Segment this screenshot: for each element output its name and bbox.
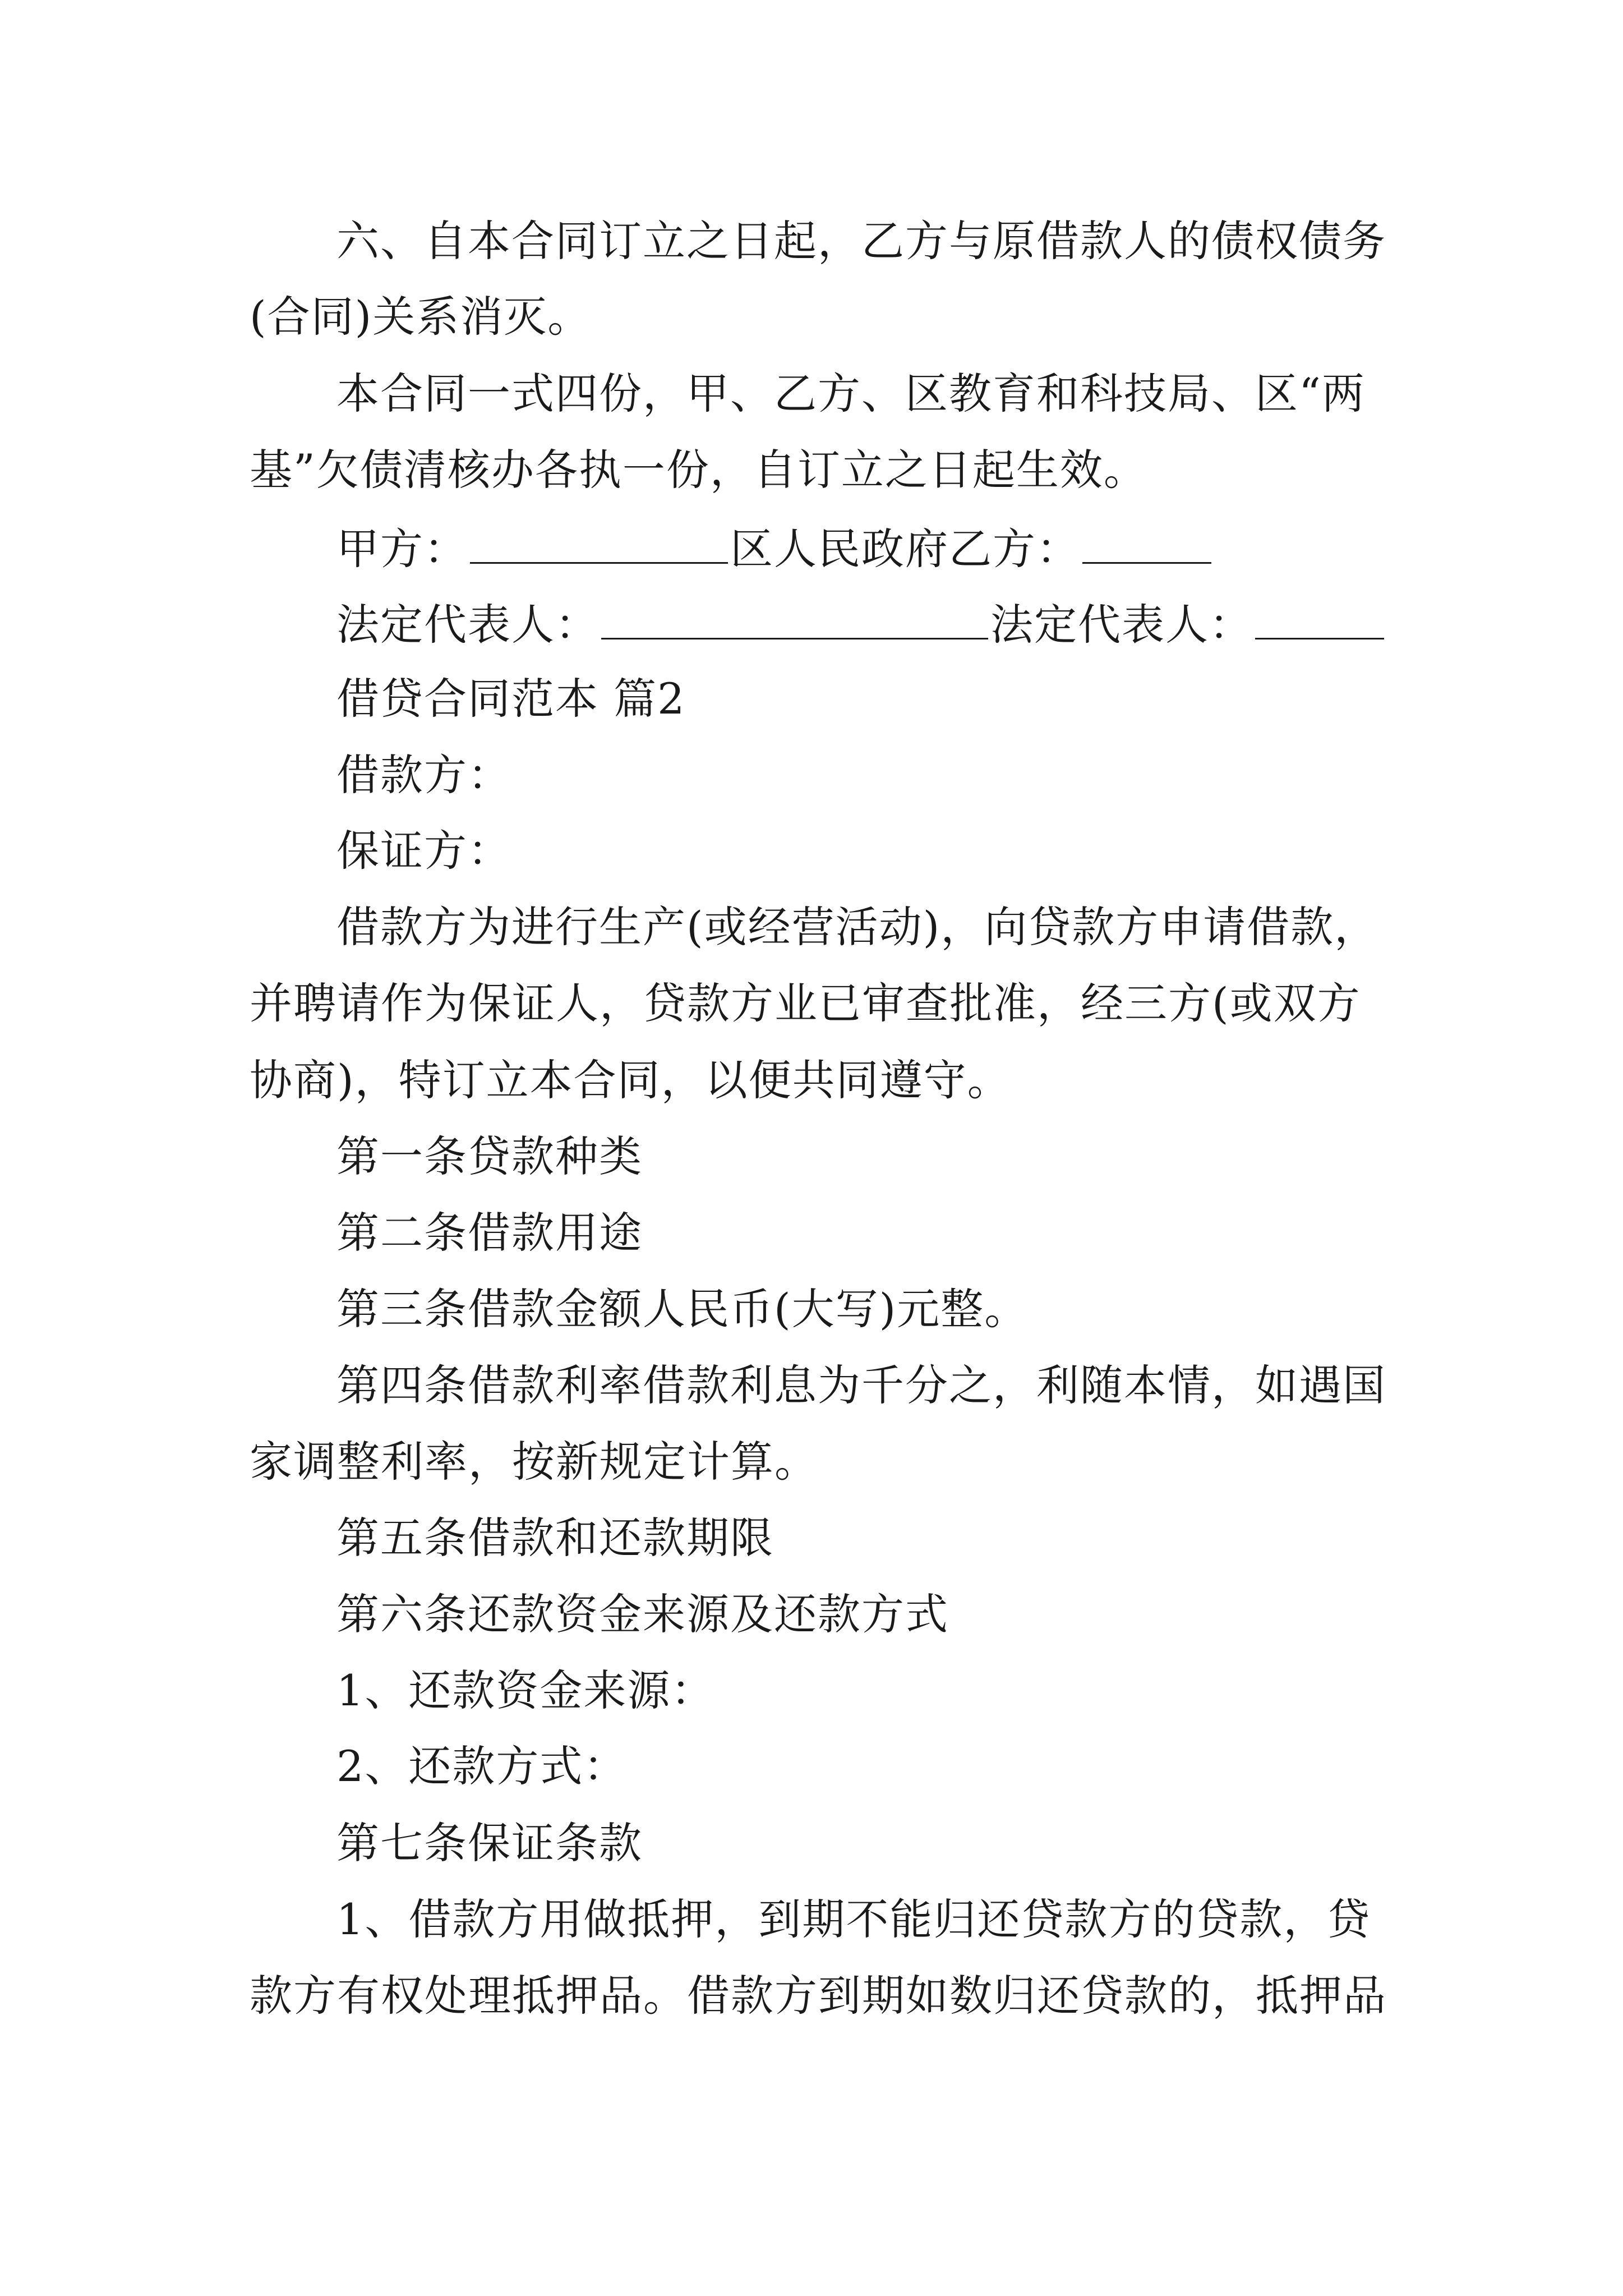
list-item: 1、借款方用做抵押，到期不能归还贷款方的贷款，贷 — [336, 1894, 1371, 1944]
article-line: 第七条保证条款 — [336, 1818, 643, 1868]
paragraph-line: 本合同一式四份，甲、乙方、区教育和科技局、区“两 — [336, 369, 1366, 418]
paragraph-line: 六、自本合同订立之日起，乙方与原借款人的债权债务 — [336, 216, 1386, 266]
article-line: 第六条还款资金来源及还款方式 — [336, 1589, 949, 1639]
paragraph-line: 协商)，特订立本合同，以便共同遵守。 — [250, 1055, 1011, 1105]
paragraph-line: 借款方为进行生产(或经营活动)，向贷款方申请借款， — [336, 902, 1378, 952]
article-line: 第一条贷款种类 — [336, 1131, 643, 1181]
paragraph-line: 借款方： — [336, 750, 511, 800]
list-item: 2、还款方式： — [336, 1741, 628, 1791]
article-line: 第二条借款用途 — [336, 1208, 643, 1258]
blank-underline — [470, 525, 728, 564]
article-line: 第三条借款金额人民币(大写)元整。 — [336, 1284, 1029, 1334]
article-line: 第四条借款利率借款利息为千分之，利随本情，如遇国 — [336, 1360, 1386, 1410]
paragraph-line: 款方有权处理抵押品。借款方到期如数归还贷款的，抵押品 — [250, 1971, 1387, 2021]
paragraph-line: 并聘请作为保证人，贷款方业已审查批准，经三方(或双方 — [250, 978, 1361, 1028]
paragraph-line: (合同)关系消灭。 — [250, 292, 592, 342]
blank-underline — [1255, 601, 1384, 639]
party-a-label: 甲方： — [336, 524, 468, 574]
section-heading: 借贷合同范本 篇2 — [336, 674, 686, 724]
blank-underline — [601, 601, 988, 639]
paragraph-line: 家调整利率，按新规定计算。 — [250, 1437, 818, 1487]
signature-line-representative — [336, 600, 1475, 650]
article-line: 第五条借款和还款期限 — [336, 1513, 774, 1563]
paragraph-line: 保证方： — [336, 826, 511, 876]
signature-line-party — [336, 524, 1475, 574]
rep-b-label: 法定代表人： — [990, 600, 1253, 650]
list-item: 1、还款资金来源： — [336, 1665, 715, 1715]
blank-underline — [1082, 525, 1211, 564]
party-b-label: 区人民政府乙方： — [730, 524, 1080, 574]
rep-a-label: 法定代表人： — [336, 600, 599, 650]
paragraph-line: 基”欠债清核办各执一份，自订立之日起生效。 — [250, 445, 1147, 495]
